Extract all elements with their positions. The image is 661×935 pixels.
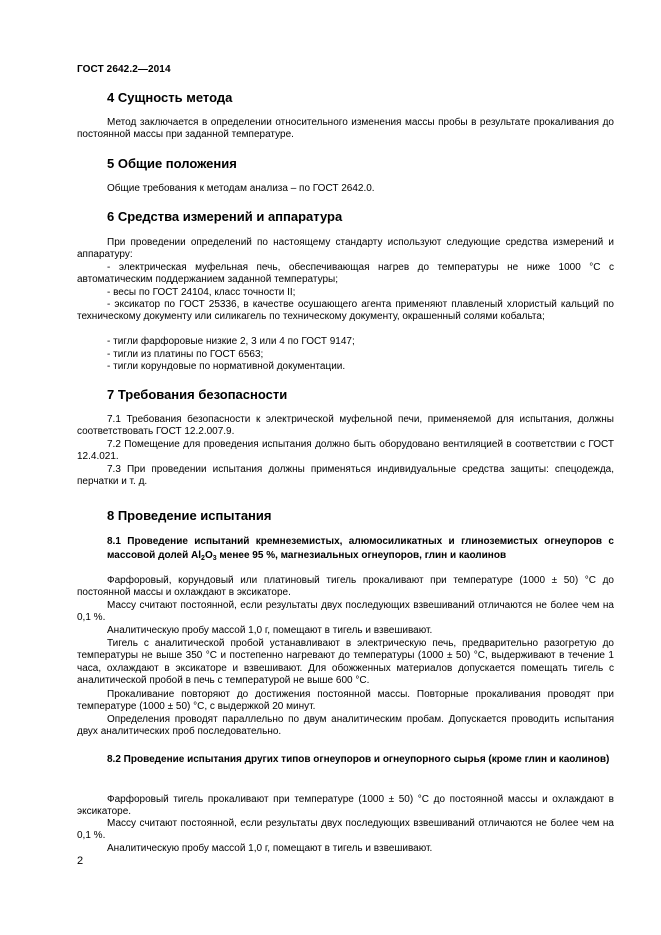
page-number: 2 [77, 855, 84, 867]
subsection-8-2-paragraph-3: Аналитическую пробу массой 1,0 г, помещают в тигель и взвешивают. [107, 843, 433, 854]
document-header: ГОСТ 2642.2—2014 [77, 64, 171, 75]
subsection-8-1-paragraph-3: Аналитическую пробу массой 1,0 г, помещают в тигель и взвешивают. [107, 625, 433, 636]
section-6-item-4: - тигли фарфоровые низкие 2, 3 или 4 по ГОСТ 9147; [107, 336, 355, 347]
section-6-item-6: - тигли корундовые по нормативной документации. [107, 361, 346, 372]
section-6-paragraph: При проведении определений по настоящему стандарту используют следующие средства измерений и аппаратуру: [77, 237, 614, 261]
subsection-8-2-heading: 8.2 Проведение испытания других типов огнеупоров и огнеупорного сырья (кроме глин и каолинов) [107, 754, 610, 765]
section-7-heading: 7 Требования безопасности [107, 387, 288, 402]
section-5-heading: 5 Общие положения [107, 156, 237, 171]
section-7-paragraph-1: 7.1 Требования безопасности к электрической муфельной печи, применяемой для испытания, должны соответствовать ГОСТ 12.2.007.9. [77, 414, 614, 438]
section-4-paragraph: Метод заключается в определении относительного изменения массы пробы в результате прокаливания до постоянной массы при заданной температуре. [77, 117, 614, 141]
subsection-8-1-paragraph-5: Прокаливание повторяют до достижения постоянной массы. Повторные прокаливания проводят при температуре (1000 ± 50) °С, с выдержкой 20 минут. [77, 689, 614, 713]
subsection-8-1-paragraph-6: Определения проводят параллельно по двум аналитическим пробам. Допускается проводить испытания двух аналитических проб последовательно. [77, 714, 614, 738]
section-4-heading: 4 Сущность метода [107, 90, 233, 105]
section-6-item-5: - тигли из платины по ГОСТ 6563; [107, 349, 264, 360]
subsection-8-2-paragraph-1: Фарфоровый тигель прокаливают при температуре (1000 ± 50) °С до постоянной массы и охлаждают в эксикаторе. [77, 794, 614, 818]
section-6-item-1: - электрическая муфельная печь, обеспечивающая нагрев до температуры не ниже 1000 °С с автоматическим поддержанием заданной температуры; [77, 262, 614, 286]
section-7-paragraph-3: 7.3 При проведении испытания должны применяться индивидуальные средства защиты: спецодежда, перчатки и т. д. [77, 464, 614, 488]
section-7-paragraph-2: 7.2 Помещение для проведения испытания должно быть оборудовано вентиляцией в соответствии с ГОСТ 12.4.021. [77, 439, 614, 463]
section-6-item-3: - эксикатор по ГОСТ 25336, в качестве осушающего агента применяют плавленый хлористый кальций по техническому документу или силикагель по техническому документу, окрашенный солями кобальта; [77, 299, 614, 323]
section-6-heading: 6 Средства измерений и аппаратура [107, 209, 343, 224]
section-8-heading: 8 Проведение испытания [107, 508, 272, 523]
subsection-8-1-paragraph-4: Тигель с аналитической пробой устанавливают в электрическую печь, предварительно разогретую до температуры не выше 350 °С и постепенно нагревают до температуры (1000 ± 50) °С, выдерживают в течение 1 часа, охлаждают в эксикаторе и взвешивают. Для обожженных материалов допускается помещать тигель с аналитической пробой в печь с температурой не выше 600 °С. [77, 638, 614, 687]
subsection-8-1-paragraph-2: Массу считают постоянной, если результаты двух последующих взвешиваний отличаются не более чем на 0,1 %. [77, 600, 614, 624]
subsection-8-1-paragraph-1: Фарфоровый, корундовый или платиновый тигель прокаливают при температуре (1000 ± 50) °С до постоянной массы и охлаждают в эксикаторе. [77, 575, 614, 599]
section-6-item-2: - весы по ГОСТ 24104, класс точности II; [107, 287, 296, 298]
subsection-8-1-heading: 8.1 Проведение испытаний кремнеземистых, алюмосиликатных и глиноземистых огнеупоров с массовой долей $Al_2O_3$ менее 95 %, магнезиальных огнеупоров, глин и каолинов [107, 536, 614, 562]
subsection-8-2-paragraph-2: Массу считают постоянной, если результаты двух последующих взвешиваний отличаются не более чем на 0,1 %. [77, 818, 614, 842]
section-5-paragraph: Общие требования к методам анализа – по ГОСТ 2642.0. [107, 183, 375, 194]
